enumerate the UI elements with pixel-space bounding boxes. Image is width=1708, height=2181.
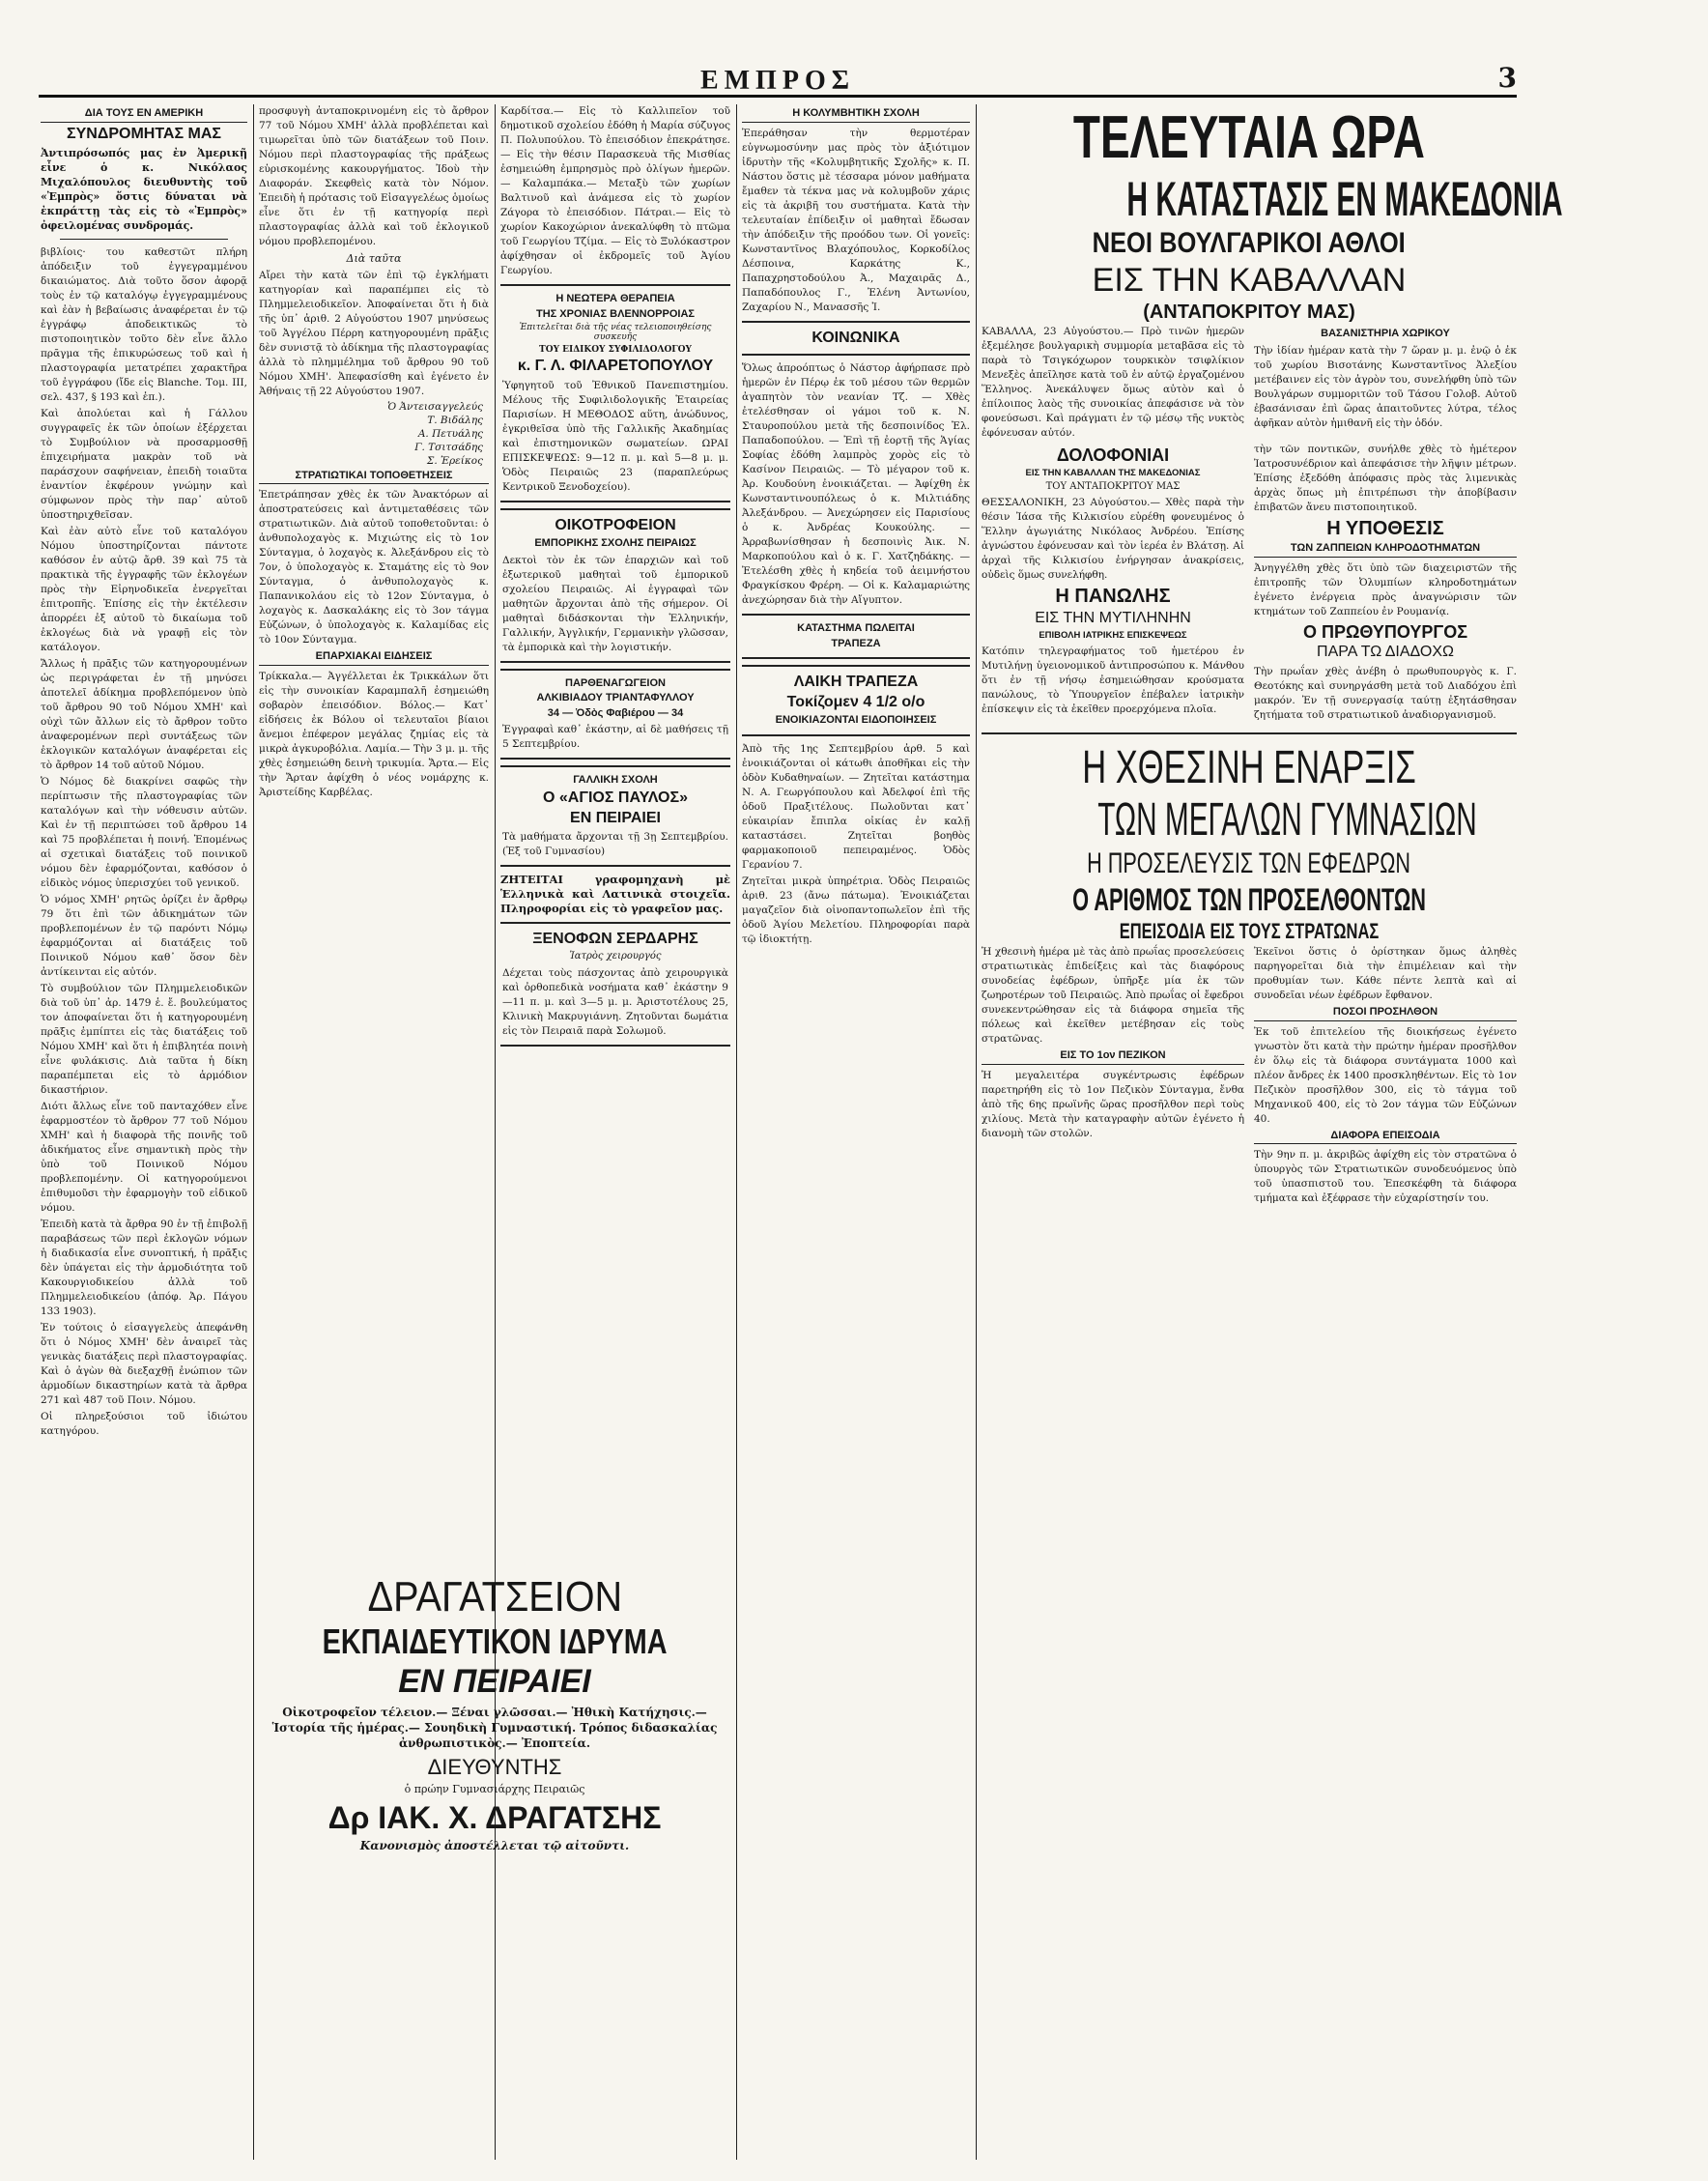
subheading-how-many: ΠΟΣΟΙ ΠΡΟΣΗΛΘΟΝ [1254, 1007, 1517, 1021]
ad-bank [742, 665, 970, 735]
headline-incidents: ΕΠΕΙΣΟΔΙΑ ΕΙΣ ΤΟΥΣ ΣΤΡΑΤΩΝΑΣ [1119, 919, 1380, 944]
article-paragraph: Καρδίτσα.— Εἰς τὸ Καλλιπεῖον τοῦ δημοτικοῦ σχολείου ἐδόθη ἡ Μαρία σύζυγος Π. Πολυπούλου. Τὸ ἐπεισόδιον ἐπεκράτησε. — Εἰς τὴν θέσιν Παρασκευὰ τῆς Μισθίας ἐσημειώθη ἐμπρησμὸς πρὸ ὀλίγων ἡμερῶν. — Καλαμπάκα.— Μεταξὺ τῶν χωρίων Βαλτινοῦ καὶ ἀνάμεσα εἰς τὸ χωρίον Ζάγορα τὸ ἐπεισόδιον. Πάτραι.— Εἰς τὸ χωρίον Κακοχώριον ἀνεκαλύφθη τὸ πτῶμα τοῦ Γεωργίου Τζίμα. — Εἰς τὸ Ξυλόκαστρον ἀφίχθησαν οἱ ἐκδρομεῖς τοῦ Ἀγίου Γεωργίου. [500, 105, 730, 276]
ad-subtitle: Ο «ΑΓΙΟΣ ΠΑΥΛΟΣ» [543, 789, 688, 806]
headline-correspondent: (ΑΝΤΑΠΟΚΡΙΤΟΥ ΜΑΣ) [1143, 301, 1355, 323]
article-paragraph: Αἴρει τὴν κατὰ τῶν ἐπὶ τῷ ἐγκλήματι κατηγορίαν καὶ παραπέμπει εἰς τὸ Πλημμελειοδικεῖον. Ἀποφαίνεται ὅτι ἡ διὰ τῆς ὑπ᾿ ἀριθ. 2 Αὐγούστου 1907 μηνύσεως τοῦ Ἀγγέλου Πέρρη κατηγορουμένη πρᾶξις δὲν συνιστᾷ τὸ ἀδίκημα τῆς πλαστογραφίας ἀλλὰ τὸ πλημμέλημα τοῦ ἄρθρου 90 τοῦ Νόμου ΧΜΗ'. Ἀπεφασίσθη καὶ ἐγένετο ἐν Ἀθήναις τῇ 22 Αὐγούστου 1907. [259, 269, 489, 397]
article-paragraph: ΘΕΣΣΑΛΟΝΙΚΗ, 23 Αὐγούστου.— Χθὲς παρὰ τὴν θέσιν Ἰάσα τῆς Κιλκισίου εὑρέθη φονευμένος ὁ Ἕλλην ἀγωγιάτης Νικόλαος Ἀνδρέου. Ἐπίσης ἀγνώστου ἐφόνευσαν καὶ τὸν ἱερέα ἐν Βλάτσῃ. Αἱ ἀρχαὶ τῆς Κιλκισίου ἐνήργησαν ἀνακρίσεις, οὐδεὶς ὅμως συνελήφθη. [982, 497, 1244, 582]
subheading-torture: ΒΑΣΑΝΙΣΤΗΡΙΑ ΧΩΡΙΚΟΥ [1321, 328, 1450, 339]
ad-typewriter: ΖΗΤΕΙΤΑΙ γραφομηχανὴ μὲ Ἑλληνικὰ καὶ Λατινικὰ στοιχεῖα. Πληροφορίαι εἰς τὸ γραφεῖον μας. [500, 873, 730, 916]
heading-provincial-news: ΕΠΑΡΧΙΑΚΑΙ ΕΙΔΗΣΕΙΣ [259, 651, 489, 666]
signature: Γ. Τσιτσάδης [414, 441, 483, 453]
ad-title: ΤΗΣ ΧΡΟΝΙΑΣ ΒΛΕΝΝΟΡΡΟΙΑΣ [535, 307, 696, 320]
article-paragraph: Ἐν τούτοις ὁ εἰσαγγελεὺς ἀπεφάνθη ὅτι ὁ Νόμος ΧΜΗ' δὲν ἀναιρεῖ τὰς γενικὰς διατάξεις περὶ πλαστογραφίας. Καὶ ὁ ἀγὼν θὰ διεξαχθῇ ἐνώπιον τῶν ἁρμοδίων δικαστηρίων κατὰ τὰ ἄρθρα 271 καὶ 487 τοῦ Ποιν. Νόμου. [41, 1322, 247, 1407]
subheading-zappeion: ΤΩΝ ΖΑΠΠΕΙΩΝ ΚΛΗΡΟΔΟΤΗΜΑΤΩΝ [1254, 543, 1517, 558]
news-columns [982, 443, 1517, 725]
ad-address: 34 — Ὁδὸς Φαβιέρου — 34 [547, 706, 684, 719]
article-paragraph: βιβλίοις· του καθεστῶτ πλήρη ἀπόδειξιν τοῦ ἐγγεγραμμένου δικαιώματος. Διὰ τοῦτο ὅσον ἀφορᾷ τοὺς ἐν τῷ καταλόγῳ ἐγγεγραμμένους καὶ ἐὰν ἡ βεβαίωσις ἀναφέρεται ἐν τῷ ἐγγράφῳ ἀποδεικτικῶς τὸ πιστοποιητικὸν τοῦτο δὲν εἶνε ἄλλο πρᾶγμα τῆς ἐπικυρώσεως τοῦ καὶ ἡ πλαστογραφία μετατρέπει χαρακτῆρα τοῦ ἐγγράφου (ἴδε εἰς Blanche. Tομ. III, σελ. 437, § 193 καὶ ἑπ.). [41, 246, 247, 404]
heading-prime-minister: Ο ΠΡΩΘΥΠΟΥΡΓΟΣ [1302, 621, 1468, 642]
ad-interest: Τοκίζομεν 4 1/2 ο/ο [786, 694, 925, 711]
subheading-medical: ΕΠΙΒΟΛΗ ΙΑΤΡΙΚΗΣ ΕΠΙΣΚΕΨΕΩΣ [1039, 630, 1187, 642]
column-5 [982, 104, 1563, 2160]
headline-number: Ο ΑΡΙΘΜΟΣ ΤΩΝ ΠΡΟΣΕΛΘΟΝΤΩΝ [1072, 882, 1426, 918]
kavala-right [1254, 325, 1517, 443]
ad-text: Τὰ μαθήματα ἄρχονται τῇ 3ῃ Σεπτεμβρίου. (Ἐξ τοῦ Γυμνασίου) [502, 831, 728, 858]
subheading-crown-prince: ΠΑΡΑ ΤΩ ΔΙΑΔΟΧΩ [1317, 644, 1454, 661]
maneuvers-left [982, 945, 1244, 1208]
signature: Σ. Ἐρείκος [426, 454, 483, 467]
ad-shop [742, 614, 970, 659]
article-paragraph: Ἐκεῖνοι ὅστις ὁ ὁρίστηκαν ὅμως ἀληθὲς παρηγορεῖται διὰ τὴν ἐπιμέλειαν καὶ τὴν προθυμίαν των. Κάθε πέντε λεπτὰ καὶ αἱ συνοδεῖαι νέων ἐφέδρων ἔφθανον. [1254, 946, 1517, 1002]
maneuvers-right [1254, 945, 1517, 1208]
ad-doctor [500, 922, 730, 1046]
headline-opening: Η ΧΘΕΣΙΝΗ ΕΝΑΡΞΙΣ [1082, 742, 1416, 794]
article-paragraph: Ἐπετράπησαν χθὲς ἐκ τῶν Ἀνακτόρων αἱ ἀποστρατεύσεις καὶ ἀντιμεταθέσεις τῶν στρατιωτικῶν. Διὰ αὐτοῦ τοποθετοῦνται: ὁ ἀνθυπολοχαγὸς κ. Μιχιώτης εἰς τὸ 1ον Σύνταγμα, ὁ λοχαγὸς κ. Ἀλεξάνδρου εἰς τὸ 7ον, ὁ ὑπολοχαγὸς κ. Σταμάτης εἰς τὸ 9ον Σύνταγμα, ὁ ἀνθυπολοχαγὸς κ. Παπανικολάου εἰς τὸ 12ον Σύνταγμα, ὁ λοχαγὸς κ. Δασκαλάκης εἰς τὸ 3ον τάγμα Εὐζώνων, ὁ ὑπολοχαγὸς κ. Καλαμίδας εἰς τὸ 10ον Σύνταγμα. [259, 489, 489, 646]
article-paragraph: Οἱ πληρεξούσιοι τοῦ ἰδιώτου κατηγόρου. [41, 1411, 247, 1438]
heading-swimming-school: Η ΚΟΛΥΜΒΗΤΙΚΗ ΣΧΟΛΗ [742, 108, 970, 123]
ad-girls-school [500, 669, 730, 760]
column-rule [976, 104, 977, 2160]
headline-macedonia: Η ΚΑΤΑΣΤΑΣΙΣ ΕΝ ΜΑΚΕΔΟΝΙΑ [1126, 172, 1563, 226]
ad-title: ΠΑΡΘΕΝΑΓΩΓΕΙΟΝ [565, 676, 666, 689]
ad-text: Ἐγγραφαὶ καθ᾿ ἑκάστην, αἱ δὲ μαθήσεις τῇ 5 Σεπτεμβρίου. [502, 724, 728, 751]
column-1 [41, 104, 247, 2160]
ad-title: ΔΡΑΓΑΤΣΕΙΟΝ [367, 1573, 622, 1621]
headline-last-hour: ΤΕΛΕΥΤΑΙΑ ΩΡΑ [1073, 104, 1425, 171]
right-news [1254, 443, 1517, 725]
ad-subtitle: Ἰατρὸς χειρουργός [569, 951, 662, 962]
column-3 [500, 104, 730, 1563]
ad-french-school [500, 765, 730, 867]
heading-case: Η ΥΠΟΘΕΣΙΣ [1326, 518, 1444, 539]
column-2 [259, 104, 489, 1563]
ad-director-label: ΔΙΕΥΘΥΝΤΗΣ [427, 1755, 562, 1779]
article-paragraph: Κατόπιν τηλεγραφήματος τοῦ ἡμετέρου ἐν Μυτιλήνῃ ὑγειονομικοῦ ἀντιπροσώπου κ. Μάνθου ὅτι ἐν τῇ νήσῳ ἐσημειώθησαν κρούσματα πανώλους, τὸ Ὑπουργεῖον ἐπέβαλεν ἰατρικὴν ἐπίσκεψιν εἰς τὰ ἐκεῖθεν προερχόμενα πλοῖα. [982, 646, 1244, 716]
article-paragraph: Ἀνηγγέλθη χθὲς ὅτι ὑπὸ τῶν διαχειριστῶν τῆς ἐπιτροπῆς τῶν Ὀλυμπίων κληροδοτημάτων ἐγένετο ἐνέργεια πρὸς ἀναγνώρισιν τῶν κτημάτων τοῦ Ζαππείου ἐν Ρουμανίᾳ. [1254, 561, 1517, 617]
article-paragraph: ΚΑΒΑΛΛΑ, 23 Αὐγούστου.— Πρὸ τινῶν ἡμερῶν ἐξεμέλησε βουλγαρικὴ συμμορία μεταβᾶσα εἰς τὸ παρὰ τὸ Τσιγκόχωρον τουρκικὸν τσιφλίκιον Μενεξὲς ἀπεῖλησε κατὰ τοῦ ἐν αὐτῷ ἐργαζομένου Ἕλληνος. Ἀνεκάλυψεν ὅμως αὐτὸν καὶ ὁ ἐπίλοιπος λαὸς τῆς συνοικίας ἀπεφάσισε νὰ τὸν φονεύσωσι. Καὶ πράγματι ἐν τῷ μέσῳ τῆς νυκτὸς ἐφόνευσαν αὐτόν. [982, 326, 1244, 439]
article-paragraph: τὴν τῶν ποντικῶν, συνήλθε χθὲς τὸ ἡμέτερον Ἰατροσυνέδριον καὶ ἀπεφάσισε τὴν λῆψιν μέτρων. Ἐπίσης ἐξεδόθη ἀπόφασις πρὸς τὰς λιμενικὰς ἀρχὰς ὅπως μὴ ἐπιτρέπωσι τὴν ἀποβίβασιν ἐπιβατῶν ἄνευ πιστοποιητικοῦ. [1254, 444, 1517, 513]
ad-footer: Κανονισμὸς ἀποστέλλεται τῷ αἰτοῦντι. [359, 1838, 630, 1852]
article-paragraph: Καὶ ἐὰν αὐτὸ εἶνε τοῦ καταλόγου Νόμου ὑποστηρίζονται πάντοτε καθόσον ἐν αὐτῷ ἄρθ. 39 καὶ 75 τὰ πρακτικὰ τῆς ἐγγραφῆς τῶν ἐκλογέων πρὸς τὴν Εἰρηνοδικεῖα ἐνεργεῖται ἐπιτροπῆς. Ἐπίσης εἰς τὴν ἐκτέλεσιν ἀπορρέει ἐξ αὐτοῦ τὸ δικαίωμα τοῦ ἐκλογέως διὰ νὰ γραφῇ εἰς τὸν κατάλογον. [41, 526, 247, 654]
newspaper-title: ΕΜΠΡΟΣ [699, 66, 856, 96]
signature: Α. Πετυάλης [417, 427, 483, 440]
divider [982, 732, 1517, 734]
ad-title: ΓΑΛΛΙΚΗ ΣΧΟΛΗ [573, 774, 658, 787]
ad-text: Δεκτοὶ τὸν ἐκ τῶν ἐπαρχιῶν καὶ τοῦ ἐξωτερικοῦ μαθηταὶ τοῦ ἐμπορικοῦ σχολείου Πειραιῶς. Αἱ ἐγγραφαὶ τῶν μαθητῶν ἄρχονται ἀπὸ τῆς σήμερον. Οἱ μαθηταὶ διδάσκονται τὴν Ἑλληνικήν, Γαλλικήν, Ἀγγλικήν, Γερμανικὴν γλῶσσαν, τὰ ἐμπορικὰ καὶ τὴν λογιστικήν. [502, 554, 728, 653]
column-rule [736, 104, 737, 2160]
signature: Ὁ Ἀντεισαγγελεύς [387, 400, 483, 413]
article-paragraph: Τὴν ἰδίαν ἡμέραν κατὰ τὴν 7 ὥραν μ. μ. ἐνῷ ὁ ἐκ τοῦ χωρίου Βισοτάνης Κωνσταντῖνος Ἀλεξίου μετέβαινεν εἰς τὸν ἀγρὸν του, συνελήφθη ὑπὸ τῶν Βουλγάρων συμμοριτῶν τοῦ Τάσου Γολοβ. Αὐτοῦ ἐβασάνισαν ἐπὶ ὥρας ἀπαιτοῦντες λύτρα, τέλος ἀφῆκαν αὐτὸν ἡμιθανῆ εἰς τὴν ὁδόν. [1254, 344, 1517, 429]
maneuvers-columns [982, 945, 1517, 1208]
article-paragraph: Ἄλλως ἡ πρᾶξις τῶν κατηγορουμένων ὡς περιγράφεται ἐν τῇ μηνύσει ἀποτελεῖ ἀδίκημα προβλεπόμενον ὑπὸ τοῦ ἄρθρου 90 τοῦ Νόμου ΧΜΗ' καὶ οὐχὶ τῶν ἄλλων εἰς τὸ ἄρθρον τοῦτο ἀναφερομένων περὶ συντάξεως τῶν ἐκλογικῶν καταλόγων ἀναφέρεται εἰς τὸ ἄρθρον 14 τοῦ αὐτοῦ Νόμου. [41, 658, 247, 772]
column-rule [253, 104, 254, 2160]
ad-director-desc: ὁ πρώην Γυμνασιάρχης Πειραιῶς [404, 1783, 585, 1795]
article-paragraph: Ἐπειδὴ κατὰ τὰ ἄρθρα 90 ἐν τῇ ἐπιβολῇ παραβάσεως τῶν περὶ ἐκλογῶν νόμων ἡ διαδικασία εἶνε συνοπτική, ἡ πρᾶξις δὲν ὑπάγεται εἰς τὴν ἁρμοδιότητα τοῦ Κακουργιοδικείου ἀλλὰ τοῦ Πλημμελειοδικείου (ἀπόφ. Ἀρ. Πάγου 133 1903). [41, 1219, 247, 1318]
article-paragraph: Ἐπεράθησαν τὴν θερμοτέραν εὐγνωμοσύνην μας πρὸς τὸν ἀξιότιμον ἰδρυτὴν τῆς «Κολυμβητικῆς Σχολῆς» κ. Π. Νάστου ὅστις μὲ τέσσαρα μόνον μαθήματα ἔμαθεν τὰ τέκνα μας νὰ κολυμβοῦν χάρις εἰς τὰ ἀκριβῆ του συστήματα. Κατὰ τὴν τελευταίαν ἐπίδειξιν οἱ μαθηταὶ ἔδωσαν τὴν ἀπόδειξιν τῆς προόδου των. Οἱ γονεῖς: Κωνσταντῖνος Βλαχόπουλος, Κορκοδίλος Δέσποινα, Καρκάτης Κ., Παπαχρηστοδούλου Ἀ., Μαχαιρᾶς Δ., Παπαδόπουλος Γ., Ἐλένη Ἀντωνίου, Ζαχαρίου Ν., Μανασσῆς Ἰ. [742, 127, 970, 313]
subheading-correspondent: ΤΟΥ ΑΝΤΑΠΟΚΡΙΤΟΥ ΜΑΣ [1045, 480, 1181, 492]
heading-america: ΔΙΑ ΤΟΥΣ ΕΝ ΑΜΕΡΙΚΗ [41, 108, 247, 123]
heading-plague: Η ΠΑΝΩΛΗΣ [1055, 586, 1171, 608]
ad-subtitle: ΕΝΟΙΚΙΑΖΟΝΤΑΙ ΕΙΔΟΠΟΙΗΣΕΙΣ [775, 714, 937, 727]
ad-subtitle: ΤΡΑΠΕΖΑ [831, 637, 881, 649]
article-paragraph: Τὸ συμβούλιον τῶν Πλημμελειοδικῶν διὰ τοῦ ὑπ᾿ ἀρ. 1479 ἑ. ἔ. βουλεύματος τον ἀποφαίνεται ὅτι ἡ κατηγορουμένη πρᾶξις ἐμπίπτει εἰς τὰς διατάξεις τοῦ Νόμου ΧΜΗ' καὶ ὅτι ἡ ἐπιβλητέα ποινὴ εἶνε φυλάκισις. Διὰ ταῦτα ἡ δίκη παραπέμπεται εἰς τὸ ἁρμόδιον δικαστήριον. [41, 983, 247, 1097]
article-paragraph: Ζητεῖται μικρὰ ὑπηρέτρια. Ὁδὸς Πειραιῶς ἀριθ. 23 (ἄνω πάτωμα). Ἐνοικιάζεται μαγαζεῖον διὰ οἰνοπαντοπωλεῖον ἐπὶ τῆς ὁδοῦ Ἁγίου Μελετίου. Πληροφορίαι παρὰ τῷ ἰδιοκτήτῃ. [742, 875, 970, 945]
ad-boarding [500, 508, 730, 662]
article-paragraph: Τὴν πρωΐαν χθὲς ἀνέβη ὁ πρωθυπουργὸς κ. Γ. Θεοτόκης καὶ συνηργάσθη μετὰ τοῦ Διαδόχου ἐπὶ μακρόν. Ἐν τῇ συνεργασίᾳ ταύτῃ ἐξητάσθησαν ζητήματα τοῦ στρατιωτικοῦ ἀναδιοργανισμοῦ. [1254, 666, 1517, 722]
ad-title: ΛΑΙΚΗ ΤΡΑΠΕΖΑ [793, 674, 919, 691]
signature: Τ. Βιδάλης [427, 414, 483, 426]
ad-subtitle: ΕΝ ΠΕΙΡΑΙΕΙ [570, 809, 661, 826]
ad-text: Ὑφηγητοῦ τοῦ Ἐθνικοῦ Πανεπιστημίου. Μέλους τῆς Συφιλιδολογικῆς Ἑταιρείας Παρισίων. Η ΜΕΘΟΔΟΣ αὕτη, ἀνώδυνος, ἐγκριθεῖσα ὑπὸ τῆς Γαλλικῆς Ἀκαδημίας καὶ ἐπιστημονικῶν σωματείων. ΩΡΑΙ ΕΠΙΣΚΕΨΕΩΣ: 9—12 π. μ. καὶ 5—8 μ. μ. Ὁδὸς Πειραιῶς 23 (παραπλεύρως Κεντρικοῦ Ξενοδοχείου). [502, 380, 728, 494]
headline-bulgarian: ΝΕΟΙ ΒΟΥΛΓΑΡΙΚΟΙ ΑΘΛΟΙ [1092, 227, 1407, 259]
heading-murders: ΔΟΛΟΦΟΝΙΑΙ [1056, 445, 1170, 465]
column-4 [742, 104, 970, 2160]
ad-subtitle: ΕΜΠΟΡΙΚΗΣ ΣΧΟΛΗΣ ΠΕΙΡΑΙΩΣ [534, 537, 697, 549]
ad-text: Δέχεται τοὺς πάσχοντας ἀπὸ χειρουργικὰ καὶ ὀρθοπεδικὰ νοσήματα καθ᾿ ἑκάστην 9—11 π. μ. καὶ 3—5 μ. μ. Ἀριστοτέλους 25, Κλινικὴ Μακρυγιάννη. Ζητοῦνται δωμάτια εἰς τὸν Πειραιᾶ παρὰ Σολωμοῦ. [502, 966, 728, 1037]
ad-director-name: Δρ ΙΑΚ. Χ. ΔΡΑΓΑΤΣΗΣ [327, 1799, 662, 1835]
ad-title: ΟΙΚΟΤΡΟΦΕΙΟΝ [555, 517, 676, 534]
subheading-murders: ΕΙΣ ΤΗΝ ΚΑΒΑΛΛΑΝ ΤΗΣ ΜΑΚΕΔΟΝΙΑΣ [1025, 467, 1201, 478]
article-paragraph: Ὁ Νόμος δὲ διακρίνει σαφῶς τὴν περίπτωσιν τῆς πλαστογραφίας τῶν καταλόγων καὶ τὴν νόθευσιν αὐτῶν. Καὶ ἐν τῇ περιπτώσει τοῦ ἄρθρου 14 καὶ 75 προβλέπεται ἡ ποινή. Ἐπομένως αἱ σχετικαὶ διατάξεις τοῦ ποινικοῦ νόμου δὲν ἐφαρμόζονται, καθόσον ὁ εἰδικὸς νόμος ὑπερισχύει τοῦ γενικοῦ. [41, 776, 247, 890]
headline-kavala: ΕΙΣ ΤΗΝ ΚΑΒΑΛΛΑΝ [1092, 262, 1407, 299]
kavala-columns [982, 325, 1517, 443]
subheading-mytilene: ΕΙΣ ΤΗΝ ΜΥΤΙΛΗΝΗΝ [1035, 610, 1191, 627]
article-paragraph: προσφυγὴ ἀνταποκρινομένη εἰς τὸ ἄρθρον 77 τοῦ Νόμου ΧΜΗ' ἀλλὰ προβλέπεται καὶ τιμωρεῖται ὑπὸ τῶν διατάξεων τοῦ Ποιν. Νόμου περὶ πλαστογραφίας τῆς πράξεως εὑρισκομένης κακουργήματος. Ἰδοὺ τὴν Διαφοράν. Σκεφθεὶς κατὰ τὸν Νόμον. Ἐπειδὴ ἡ πρότασις τοῦ Εἰσαγγελέως ὁμοίως εἶνε ὅτι ἐν τῇ κατηγορίᾳ περὶ πλαστογραφίας ἀλλὰ καὶ τοῦ ἐκλογικοῦ νόμου προβλεπομένου. [259, 105, 489, 247]
ad-title: ΚΑΤΑΣΤΗΜΑ ΠΩΛΕΙΤΑΙ [797, 622, 915, 635]
article-paragraph: Ἐκ τοῦ ἐπιτελείου τῆς διοικήσεως ἐγένετο γνωστὸν ὅτι κατὰ τὴν πρώτην ἡμέραν προσῆλθον ἐν ὅλῳ εἰς τὰ διάφορα συντάγματα 1000 καὶ πλέον ἄνδρες ἐκ 1400 προσκληθέντων. Εἰς τὸ 1ον Πεζικὸν προσῆλθον 300, εἰς τὸ τάγμα τοῦ Μηχανικοῦ 400, εἰς τὸ 2ον τάγμα τῶν Εὐζώνων 40. [1254, 1025, 1517, 1125]
ad-location: ΕΝ ΠΕΙΡΑΙΕΙ [398, 1663, 591, 1700]
page-number: 3 [1497, 62, 1517, 94]
ad-dragatseion [259, 1573, 730, 2160]
ad-title: ΞΕΝΟΦΩΝ ΣΕΡΔΑΡΗΣ [532, 931, 698, 948]
ad-subtitle: ΑΛΚΙΒΙΑΔΟΥ ΤΡΙΑΝΤΑΦΥΛΛΟΥ [536, 692, 695, 704]
ad-subtitle: ΤΟΥ ΕΙΔΙΚΟΥ ΣΥΦΙΛΙΔΟΛΟΓΟΥ [539, 344, 692, 355]
article-paragraph: Καὶ ἀπολύεται καὶ ἡ Γάλλου συγγραφεῖς ἐκ τῶν ὁποίων ἐξέρχεται τὸ Συμβούλιον νὰ προσαρμοσθῇ ἐπιχειρήματα μακρὰν τοῦ νὰ παράσχουν σαφήνειαν, ἐπειδὴ τοιαῦτα ἐναντίον ἐκφέρουν γνώμην καὶ σύμφωνον πρὸς τὴν παρ᾿ αὐτοῦ ὑποστηριχθεῖσαν. [41, 408, 247, 522]
subheading-various: ΔΙΑΦΟΡΑ ΕΠΕΙΣΟΔΙΑ [1254, 1131, 1517, 1145]
ad-title: Η ΝΕΩΤΕΡΑ ΘΕΡΑΠΕΙΑ [555, 293, 675, 304]
article-paragraph: Τρίκκαλα.— Ἀγγέλλεται ἐκ Τρικκάλων ὅτι εἰς τὴν συνοικίαν Καραμπαλῆ ἐσημειώθη σοβαρὸν ἐπεισόδιον. Βόλος.— Κατ᾿ εἰδήσεις ἐκ Βόλου οἱ τελευταῖοι βίαιοι ἄνεμοι ἐπέφερον μεγάλας ζημίας εἰς τὰ μικρὰ ἀγκυροβόλια. Λαμία.— Τὴν 3 μ. μ. τῆς χθὲς ἐσημειώθη δεινὴ τρικυμία. Ἄρτα.— Εἰς τὴν Ἄρταν ἀφίχθη ὁ νέος νομάρχης κ. Ἀριστείδης Καρβέλας. [259, 670, 489, 798]
subheading-first-infantry: ΕΙΣ ΤΟ 1ον ΠΕΖΙΚΟΝ [982, 1050, 1244, 1065]
article-paragraph: Ἀπὸ τῆς 1ης Σεπτεμβρίου ἀρθ. 5 καὶ ἐνοικιάζονται οἱ κάτωθι ἀποθῆκαι εἰς τὴν ὁδὸν Κυδαθηναίων. — Ζητεῖται κατάστημα Ν. Α. Γεωργόπουλου καὶ Ἀδελφοί ἐπὶ τῆς ὁδοῦ Πραξιτέλους. Πωλοῦνται κατ᾿ εὐκαιρίαν ἔπιπλα οἰκίας ἐν καλῇ καταστάσει. Ζητεῖται βοηθὸς φαρμακοποιοῦ πεπειραμένος. Ὁδὸς Γερανίου 7. [742, 742, 970, 871]
left-news [982, 443, 1244, 725]
heading-subscribers: ΣΥΝΔΡΟΜΗΤΑΣ ΜΑΣ [67, 125, 221, 142]
ad-subtitle: Ἐπιτελεῖται διὰ τῆς νέας τελειοποιηθείσης συσκευῆς [519, 323, 712, 342]
article-paragraph: Ἡ μεγαλειτέρα συγκέντρωσις ἐφέδρων παρετηρήθη εἰς τὸ 1ον Πεζικὸν Σύνταγμα, ἔνθα ἀπὸ τῆς 6ης πρωϊνῆς ὥρας προσῆλθον περὶ τοὺς χιλίους. Μετὰ τὴν καταγραφὴν αὐτῶν ἐγένετο ἡ διανομὴ τῶν στολῶν. [982, 1069, 1244, 1139]
masthead [39, 62, 1517, 98]
heading-social: ΚΟΙΝΩΝΙΚΑ [742, 321, 970, 357]
article-paragraph: Ὅλως ἀπροόπτως ὁ Νάστορ ἀφήρπασε πρὸ ἡμερῶν ἐν Πέρῳ ἐκ τοῦ μέσου τῶν θερμῶν ἀγαπητὸν τὸν νεανίαν Τζ. — Χθὲς ἐτελέσθησαν οἱ γάμοι τοῦ κ. Ν. Σταυροπούλου μετὰ τῆς δεσποινίδος Ἑλ. Παπαδοπούλου. — Ἐπὶ τῇ ἐορτῇ τῆς Ἁγίας Σοφίας ἐδόθη λαμπρὸς χορὸς εἰς τὸ Κασίνον Πειραιῶς. — Τὸ μέγαρον τοῦ κ. Ἀρ. Κουδούνη ἐνοικιάζεται. — Ἀφίχθη ἐκ Κωνσταντινουπόλεως ὁ κ. Μιλτιάδης Ἀλεξάνδρου. — Ἀνεχώρησεν εἰς Παρισίους ὁ κ. Ἀνδρέας Κουκούλης. — Ἀρραβωνίσθησαν ἡ δεσποινὶς Ἀικ. Ν. Μαρκοπούλου καὶ ὁ κ. Γ. Χατζηδάκης. — Ἐτελέσθη χθὲς ἡ κηδεία τοῦ ἀειμνήστου Φραγκίσκου Φρέρη. — Οἱ κ. Καλαμαριώτης ἀνεχώρησαν διὰ τὴν Αἴγυπτον. [742, 362, 970, 607]
ad-features: Οἰκοτροφεῖον τέλειον.— Ξέναι γλῶσσαι.— Ἠθικὴ Κατήχησις.— Ἱστορία τῆς ἡμέρας.— Σουηδικὴ Γυμναστική. Τρόπος διδασκαλίας ἀνθρωπιστικὸς.— Ἐποπτεία. [271, 1706, 718, 1750]
article-paragraph: Τὴν 9ην π. μ. ἀκριβῶς ἀφίχθη εἰς τὸν στρατῶνα ὁ ὑπουργὸς τῶν Στρατιωτικῶν συνοδευόμενος ὑπὸ τοῦ ὑπασπιστοῦ του. Ἐπεσκέφθη τὰ διάφορα τμήματα καὶ ἐξέφρασε τὴν εὐχαρίστησίν του. [1254, 1149, 1517, 1205]
article-paragraph: Ἡ χθεσινὴ ἡμέρα μὲ τὰς ἀπὸ πρωΐας προσελεύσεις στρατιωτικὰς ἐπιδείξεις καὶ τὰς διαφόρους συνοδείας ἐφέδρων, ὑπῆρξε μία ἐκ τῶν ζωηροτέρων τοῦ Πειραιῶς. Ἀπὸ πρωΐας οἱ ἔφεδροι συνεκεντρώθησαν εἰς τὰ διάφορα σημεῖα τῆς πόλεως καὶ ἐκεῖθεν μετέβησαν εἰς τοὺς στρατῶνας. [982, 946, 1244, 1046]
article-paragraph: Διότι ἄλλως εἶνε τοῦ πανταχόθεν εἶνε ἐφαρμοστέον τὸ ἄρθρον 77 τοῦ Νόμου ΧΜΗ' καὶ ἡ διαφορὰ τῆς ποινῆς τοῦ ἀδικήματος εἶνε σημαντικὴ πρὸς τὴν ὑπὸ τοῦ Ποινικοῦ Νόμου προβλεπομένην. Οἱ κατηγορούμενοι ἐπιθυμοῦσι τὴν ἐφαρμογὴν τοῦ εἰδικοῦ νόμου. [41, 1101, 247, 1215]
decision-heading: Διὰ ταῦτα [346, 252, 402, 265]
divider [60, 239, 228, 240]
ad-therapy [500, 284, 730, 502]
notice-representative: Ἀντιπρόσωπός μας ἐν Ἀμερικῇ εἶνε ὁ κ. Νικόλαος Μιχαλόπουλος διευθυντὴς τοῦ «Ἐμπρὸς» ὅστις δύναται νὰ ἐκπράττῃ τὰς εἰς τὸ «Ἐμπρὸς» ὀφειλομένας συνδρομάς. [41, 147, 247, 233]
ad-name: κ. Γ. Λ. ΦΙΛΑΡΕΤΟΠΟΥΛΟΥ [517, 358, 714, 375]
ad-subtitle: ΕΚΠΑΙΔΕΥΤΙΚΟΝ ΙΔΡΥΜΑ [322, 1621, 668, 1661]
headline-reservists: Η ΠΡΟΣΕΛΕΥΣΙΣ ΤΩΝ ΕΦΕΔΡΩΝ [1087, 847, 1411, 880]
heading-military: ΣΤΡΑΤΙΩΤΙΚΑΙ ΤΟΠΟΘΕΤΗΣΕΙΣ [259, 471, 489, 485]
article-paragraph: Ὁ νόμος ΧΜΗ' ρητῶς ὁρίζει ἐν ἄρθρῳ 79 ὅτι ἐπὶ τῶν ἀδικημάτων τῶν προβλεπομένων ἐν τῷ παρόντι Νόμῳ ἐφαρμόζονται αἱ διατάξεις τοῦ Ποινικοῦ Νόμου καθ᾿ ὅσον δὲν ἀντίκεινται εἰς αὐτόν. [41, 894, 247, 979]
headline-maneuvers: ΤΩΝ ΜΕΓΑΛΩΝ ΓΥΜΝΑΣΙΩΝ [1097, 794, 1477, 847]
